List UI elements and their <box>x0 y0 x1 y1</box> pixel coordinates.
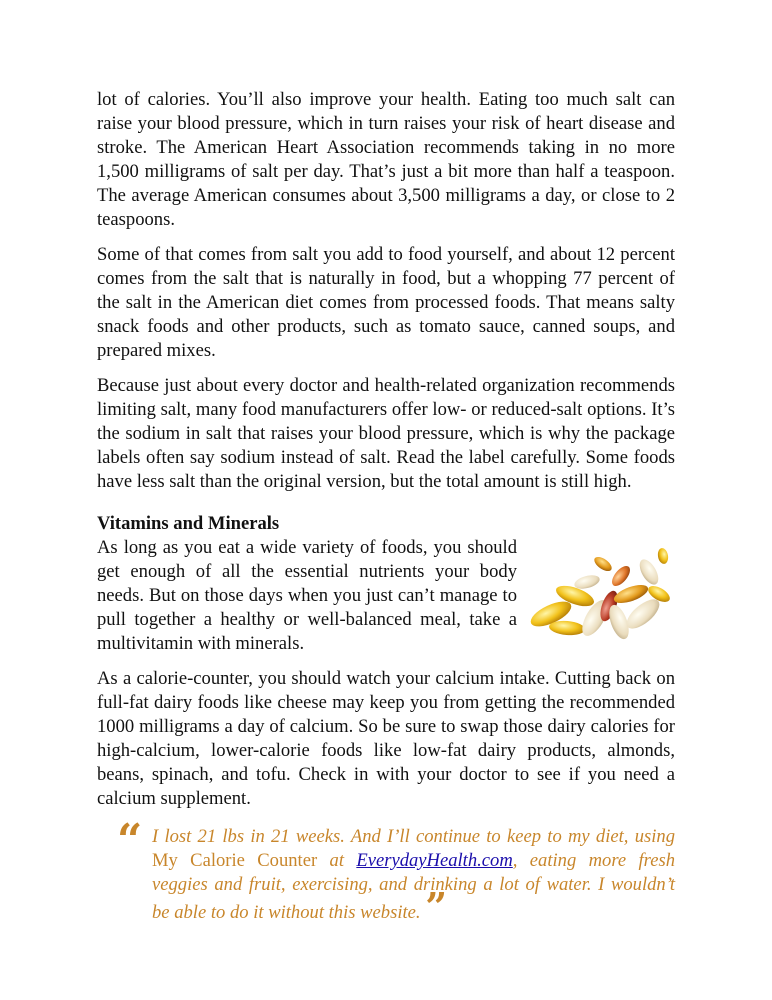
paragraph-vitamins-intro: As long as you eat a wide variety of foods, you should get enough of all the essential nutrients your body needs. But on those days when you just can’t manage to pull together a healthy or well-balanced meal, take a multivitamin with minerals. <box>97 537 517 654</box>
close-quote-icon: ” <box>425 884 448 929</box>
open-quote-icon: “ <box>117 815 143 866</box>
vitamin-pills-image <box>523 536 675 648</box>
vitamins-intro-block <box>97 536 675 656</box>
everydayhealth-link[interactable]: EverydayHealth.com <box>356 850 513 871</box>
paragraph-salt-labels: Because just about every doctor and health-related organization recommends limiting salt, many food manufacturers offer low- or reduced-salt options. It’s the sodium in salt that raises your blood pressure, which is why the package labels often say sodium instead of salt. Read the label carefully. Some foods have less salt than the original version, but the total amount is still high. <box>97 375 675 492</box>
paragraph-calcium: As a calorie-counter, you should watch your calcium intake. Cutting back on full-fat dairy foods like cheese may keep you from getting the recommended 1000 milligrams a day of calcium. So be sure to swap those dairy calories for high-calcium, lower-calorie foods like low-fat dairy products, almonds, beans, spinach, and tofu. Check in with your doctor to see if you need a calcium supplement. <box>97 668 675 809</box>
pill-tablet-cream-4 <box>636 556 662 587</box>
testimonial-part-3: , eating more fresh veggies and fruit, exercising, and drinking a lot of water. I wouldn’t be able to do it without this website. <box>152 850 675 923</box>
testimonial-part-1: I lost 21 lbs in 21 weeks. And I’ll continue to keep to my diet, using <box>152 826 675 847</box>
pill-capsule-gold-5 <box>657 547 670 564</box>
testimonial-brand: My Calorie Counter <box>152 850 318 871</box>
section-heading: Vitamins and Minerals <box>97 513 280 534</box>
testimonial-quote <box>97 815 675 929</box>
pill-capsule-orange-1 <box>609 563 634 589</box>
pill-capsule-amber-2 <box>592 554 614 574</box>
testimonial-text <box>152 825 675 929</box>
testimonial-part-2: at <box>317 850 357 871</box>
document-page <box>97 88 675 929</box>
paragraph-salt-sources: Some of that comes from salt you add to food yourself, and about 12 percent comes from the salt that is naturally in food, but a whopping 77 percent of the salt in the American diet comes from processed foods. That means salty snack foods and other products, such as tomato sauce, canned soups, and prepared mixes. <box>97 244 675 361</box>
paragraph-salt-intro: lot of calories. You’ll also improve your health. Eating too much salt can raise your blood pressure, which in turn raises your risk of heart disease and stroke. The American Heart Association recommends taking in no more 1,500 milligrams of salt per day. That’s just a bit more than half a teaspoon. The average American consumes about 3,500 milligrams a day, or close to 2 teaspoons. <box>97 89 675 230</box>
